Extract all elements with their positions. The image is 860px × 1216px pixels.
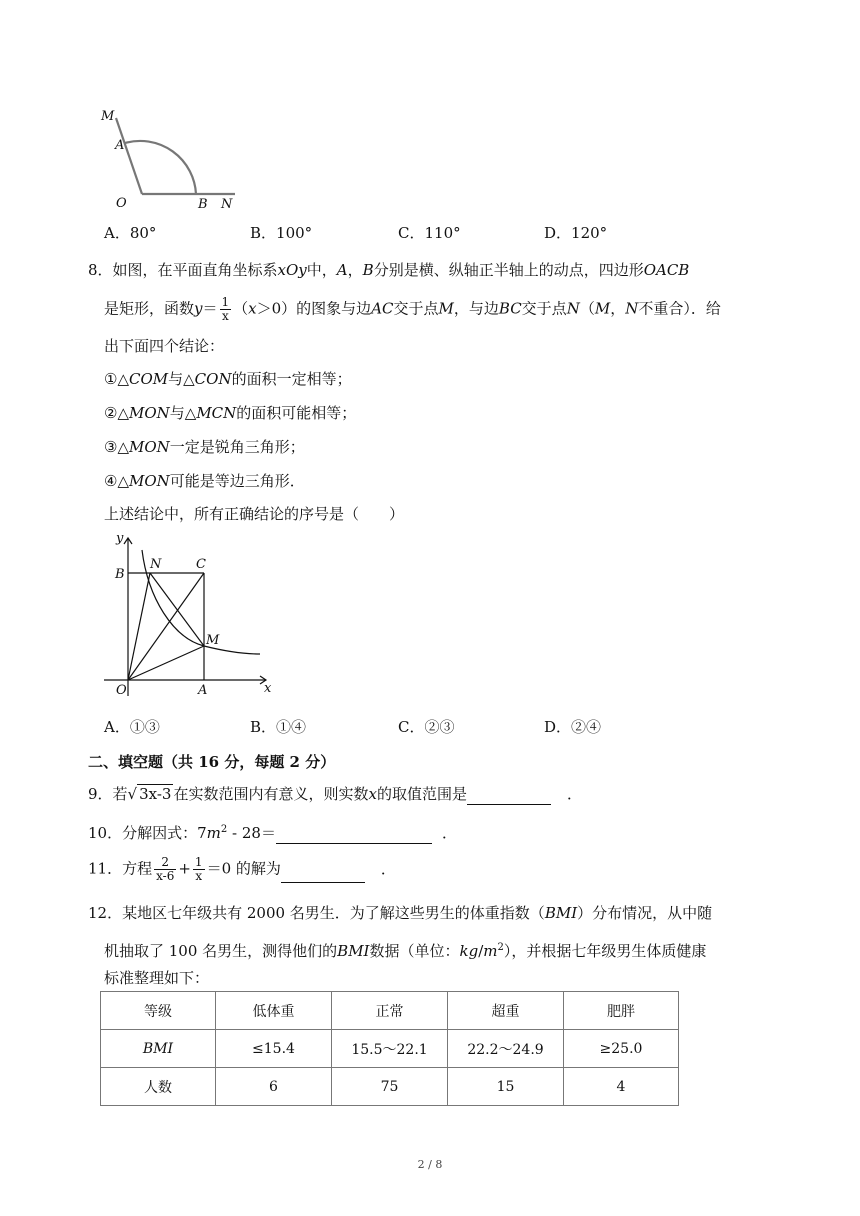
q7-option-a[interactable]: A．80° [104,224,157,242]
answer-blank-q9[interactable] [467,787,551,805]
table-cell: 15 [448,1068,564,1106]
fraction-1-over-x: $\frac{1}{x}$ [221,295,230,323]
label-y: y [116,531,124,546]
label-o: O [116,683,127,698]
arc-ab [125,141,196,194]
figure-coordinate-rectangle [98,528,283,700]
q7-option-d[interactable]: D．120° [544,224,608,242]
section-heading-fill-in: 二、填空题（共 16 分，每题 2 分） [88,753,336,771]
table-cell: BMI [101,1030,216,1068]
page-number: 2 / 8 [417,1158,443,1171]
table-row [101,1068,679,1106]
q7-option-b[interactable]: B．100° [250,224,313,242]
q8-option-b[interactable]: B．①④ [250,718,307,736]
table-cell: 4 [564,1068,679,1106]
label-o: O [116,196,127,211]
table-cell: 6 [216,1068,332,1106]
table-header: 低体重 [216,992,332,1030]
bmi-table [100,991,679,1106]
label-x: x [264,681,272,696]
label-a: A [198,683,208,698]
q7-option-c[interactable]: C．110° [398,224,461,242]
table-cell: ≥25.0 [564,1030,679,1068]
table-cell: 人数 [101,1068,216,1106]
q8-option-d[interactable]: D．②④ [544,718,602,736]
q8-conclusion-2: ②△MON与△MCN的面积可能相等； [104,404,357,422]
table-header: 等级 [101,992,216,1030]
table-cell: 75 [332,1068,448,1106]
q12-line-1: 12．某地区七年级共有 2000 名男生．为了解这些男生的体重指数（BMI）分布情况，从中随 [88,904,713,922]
label-b: B [115,567,125,582]
table-row [101,1030,679,1068]
table-cell: 22.2～24.9 [448,1030,564,1068]
answer-blank-q11[interactable] [281,865,365,883]
q8-conclusion-1: ①△COM与△CON的面积一定相等； [104,370,352,388]
q8-conclusion-4: ④△MON可能是等边三角形． [104,472,305,490]
label-b: B [198,197,208,212]
answer-blank-q10[interactable] [276,826,432,844]
table-cell: ≤15.4 [216,1030,332,1068]
table-header: 肥胖 [564,992,679,1030]
table-header: 正常 [332,992,448,1030]
q8-option-a[interactable]: A．①③ [104,718,160,736]
label-m: M [101,109,115,124]
q8-line-1: 8．如图，在平面直角坐标系xOy中，A，B分别是横、纵轴正半轴上的动点，四边形OACB [88,261,690,279]
label-a: A [115,138,125,153]
q8-line-2: 是矩形，函数y＝ $\frac{1}{x}$ （x＞0）的图象与边AC交于点M，与边BC交于点N（M，N不重合）．给 [104,295,721,323]
label-m: M [206,633,220,648]
fraction-1-over-x: $\frac{1}{x}$ [194,855,203,883]
q11: 11．方程 $\frac{2}{x-6}$ + $\frac{1}{x}$ ＝0 的解为 ． [88,855,396,883]
q8-conclusion-3: ③△MON一定是锐角三角形； [104,438,305,456]
table-row [101,992,679,1030]
figure-angle-arc [98,104,243,214]
table-header: 超重 [448,992,564,1030]
q12-line-2: 机抽取了 100 名男生，测得他们的BMI数据（单位：$kg/m^2$），并根据七年级男生体质健康 [104,942,707,960]
label-c: C [196,557,206,572]
q8-option-c[interactable]: C．②③ [398,718,455,736]
q8-question: 上述结论中，所有正确结论的序号是（ ） [104,505,405,523]
label-n: N [150,557,162,572]
label-n: N [221,197,233,212]
ray-om [116,118,142,194]
q9: 9．若√ 3x-3 在实数范围内有意义，则实数x的取值范围是 ． [88,785,582,803]
q10: 10．分解因式：$7m^2 - 28=$ ． [88,824,457,842]
sqrt-expression: √ 3x-3 [127,785,172,803]
fraction-2-over-x-6: $\frac{2}{x-6}$ [156,855,175,883]
q12-line-3: 标准整理如下： [104,969,210,987]
q8-line-3: 出下面四个结论： [104,337,225,355]
table-cell: 15.5～22.1 [332,1030,448,1068]
